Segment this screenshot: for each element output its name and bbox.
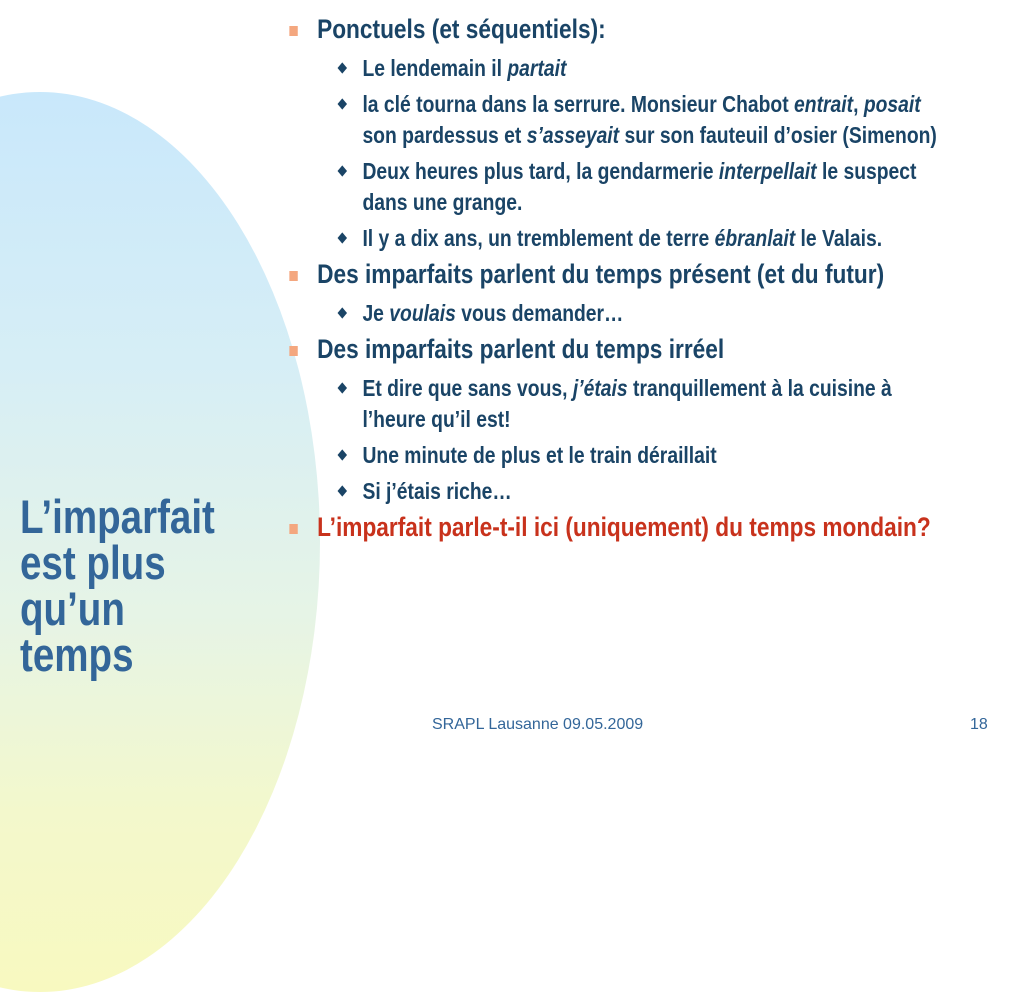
square-bullet-icon: [289, 271, 297, 281]
sub-bullet-item: [337, 373, 941, 435]
sub-bullet-text: son pardessus et: [362, 122, 527, 148]
sub-bullet-text: Le lendemain il: [362, 55, 508, 81]
italic-verb: posait: [863, 91, 921, 117]
diamond-bullet-icon: [338, 485, 348, 496]
bullet-item: [286, 259, 941, 290]
bullet-item: [286, 14, 941, 45]
page-number: 18: [970, 716, 988, 733]
sub-bullet-text: Une minute de plus et le train déraillait: [362, 442, 717, 468]
slide-title: L’imparfait est plus qu’un temps: [20, 490, 215, 681]
diamond-bullet-icon: [338, 307, 348, 318]
sub-bullet-item: [337, 89, 941, 151]
sub-bullet-text: Si j’étais riche…: [362, 478, 512, 504]
italic-verb: interpellait: [718, 158, 817, 184]
sub-bullet-item: [337, 440, 941, 471]
diamond-bullet-icon: [338, 62, 348, 73]
italic-verb: entrait: [794, 91, 854, 117]
diamond-bullet-icon: [338, 449, 348, 460]
bullet-text: L’imparfait parle-t-il ici (uniquement) du temps mondain?: [317, 512, 931, 542]
sub-bullet-text: Je: [362, 300, 390, 326]
diamond-bullet-icon: [338, 382, 348, 393]
bullet-text: Des imparfaits parlent du temps présent (et du futur): [317, 259, 885, 289]
sub-bullet-text: ,: [853, 91, 864, 117]
diamond-bullet-icon: [338, 98, 348, 109]
square-bullet-icon: [289, 346, 297, 356]
sub-bullet-text: le suspect dans une grange.: [362, 158, 917, 215]
sub-bullet-text: sur son fauteuil d’osier (Simenon): [619, 122, 937, 148]
sub-bullet-item: [337, 156, 941, 218]
italic-verb: j’étais: [572, 375, 628, 401]
sub-bullet-text: vous demander…: [455, 300, 624, 326]
bullet-item: [286, 512, 941, 543]
sub-bullet-item: [337, 53, 941, 84]
sub-bullet-text: Deux heures plus tard, la gendarmerie: [362, 158, 719, 184]
sub-bullet-text: la clé tourna dans la serrure. Monsieur Chabot: [362, 91, 795, 117]
bullet-text: Ponctuels (et séquentiels):: [317, 14, 606, 44]
bullet-item: [286, 334, 941, 365]
sub-bullet-item: [337, 223, 941, 254]
bullet-text: Des imparfaits parlent du temps irréel: [317, 334, 725, 364]
sub-bullet-item: [337, 298, 941, 329]
sub-bullet-text: Il y a dix ans, un tremblement de terre: [362, 225, 715, 251]
sub-bullet-text: le Valais.: [795, 225, 883, 251]
bullet-list: [286, 14, 941, 551]
square-bullet-icon: [289, 524, 297, 534]
italic-verb: ébranlait: [714, 225, 796, 251]
italic-verb: s’asseyait: [526, 122, 620, 148]
sub-bullet-item: [337, 476, 941, 507]
diamond-bullet-icon: [338, 232, 348, 243]
square-bullet-icon: [289, 26, 297, 36]
diamond-bullet-icon: [338, 165, 348, 176]
italic-verb: partait: [507, 55, 567, 81]
sub-bullet-text: tranquillement à la cuisine à l’heure qu’il est!: [362, 375, 892, 432]
sub-bullet-text: Et dire que sans vous,: [362, 375, 573, 401]
italic-verb: voulais: [389, 300, 456, 326]
footer-text: SRAPL Lausanne 09.05.2009: [432, 716, 644, 733]
